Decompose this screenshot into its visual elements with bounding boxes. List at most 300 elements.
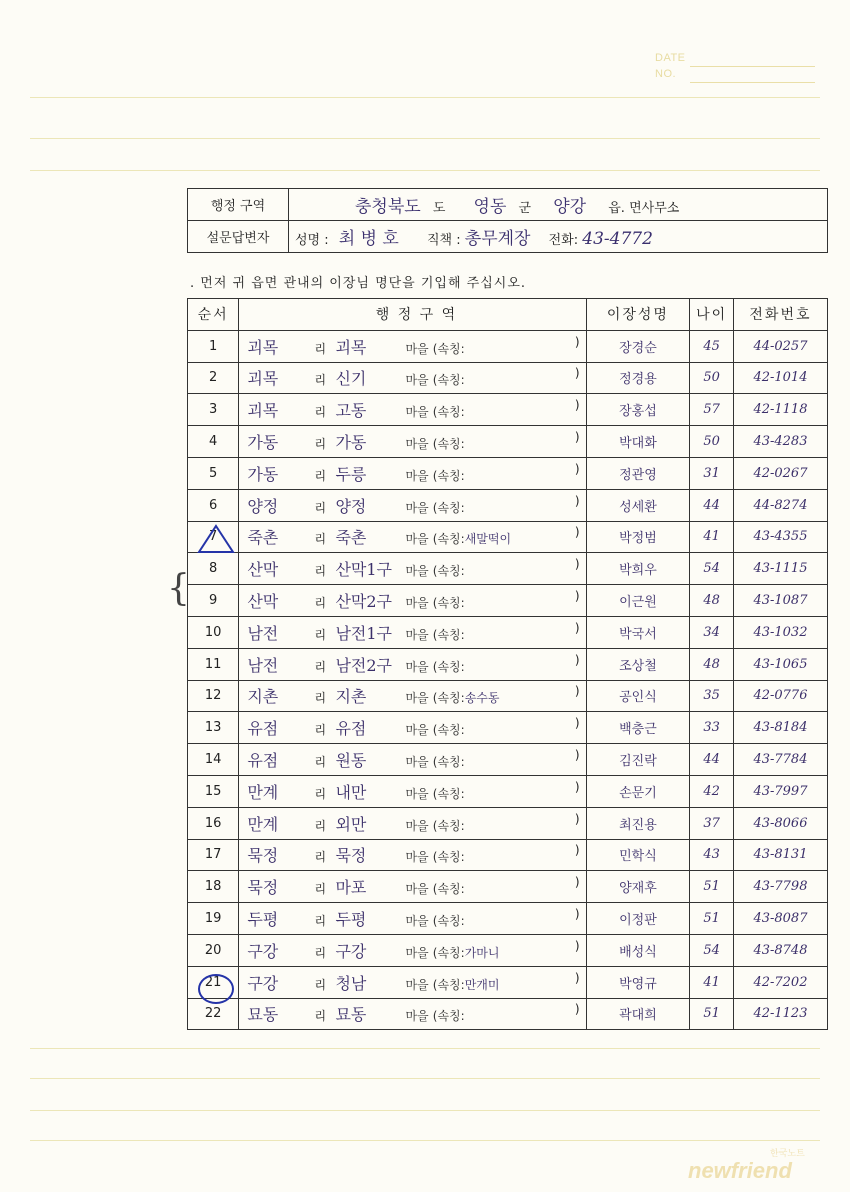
head-name: 장홍섭: [586, 394, 690, 426]
village-name: 가동: [335, 433, 367, 453]
ri-label: 리: [314, 596, 327, 611]
alias-close: ): [574, 366, 580, 381]
row-order: 5: [188, 457, 239, 489]
row-area: [239, 648, 586, 680]
head-age: 51: [690, 871, 734, 903]
alias-close: ): [574, 875, 580, 890]
village-name: 괴목: [335, 337, 367, 357]
village-name: 구강: [335, 941, 367, 961]
head-name: 박정범: [586, 521, 690, 553]
maeul-label: 마을: [405, 405, 429, 420]
alias-close: ): [574, 1002, 580, 1017]
ri-name: 가동: [247, 433, 279, 453]
area-label: 행정 구역: [188, 189, 289, 221]
row-order: 2: [188, 362, 239, 394]
maeul-label: 마을: [405, 723, 429, 738]
head-age: 44: [690, 489, 734, 521]
head-phone: 43-8748: [733, 934, 827, 966]
ri-label: 리: [314, 373, 327, 388]
alias-label: (속칭:: [432, 1009, 465, 1024]
ri-label: 리: [314, 500, 327, 515]
village-name: 고동: [335, 401, 367, 421]
ruled-line: [30, 170, 820, 171]
head-age: 37: [690, 807, 734, 839]
ri-label: 리: [314, 691, 327, 706]
alias-close: ): [574, 970, 580, 985]
head-name: 공인식: [586, 680, 690, 712]
head-phone: 43-8131: [733, 839, 827, 871]
date-line: [690, 66, 815, 67]
alias-close: ): [574, 525, 580, 540]
table-row: [188, 394, 828, 426]
head-name: 장경순: [586, 330, 690, 362]
ri-label: 리: [314, 786, 327, 801]
ri-label: 리: [314, 405, 327, 420]
ri-name: 양정: [247, 496, 279, 516]
village-name: 외만: [335, 814, 367, 834]
row-area: [239, 426, 586, 458]
head-phone: 43-4283: [733, 426, 827, 458]
alias-value: 새말떡이: [464, 532, 512, 547]
alias-label: (속칭:: [432, 691, 465, 706]
row-area: [239, 553, 586, 585]
head-phone: 43-4355: [733, 521, 827, 553]
head-phone: 42-1118: [733, 394, 827, 426]
maeul-label: 마을: [405, 659, 429, 674]
head-name: 민학식: [586, 839, 690, 871]
row-area: [239, 775, 586, 807]
alias-label: (속칭:: [432, 405, 465, 420]
head-name: 이정판: [586, 903, 690, 935]
head-age: 44: [690, 744, 734, 776]
alias-close: ): [574, 430, 580, 445]
village-name: 두릉: [335, 464, 367, 484]
head-name: 정관영: [586, 457, 690, 489]
ri-name: 죽촌: [247, 528, 279, 548]
maeul-label: 마을: [405, 818, 429, 833]
alias-label: (속칭:: [432, 596, 465, 611]
row-order: 21: [188, 966, 239, 998]
ri-label: 리: [314, 977, 327, 992]
head-phone: 44-0257: [733, 330, 827, 362]
head-phone: 42-0776: [733, 680, 827, 712]
table-row: [188, 966, 828, 998]
alias-label: (속칭:: [432, 468, 465, 483]
ri-name: 괴목: [247, 401, 279, 421]
do-label: 도: [432, 201, 446, 216]
table-row: [188, 871, 828, 903]
ri-label: 리: [314, 468, 327, 483]
head-name: 조상철: [586, 648, 690, 680]
head-age: 33: [690, 712, 734, 744]
alias-value: 가마니: [464, 945, 500, 960]
ri-name: 구강: [247, 973, 279, 993]
head-age: 42: [690, 775, 734, 807]
head-phone: 43-1032: [733, 616, 827, 648]
row-area: [239, 871, 586, 903]
ri-name: 괴목: [247, 369, 279, 389]
head-age: 50: [690, 362, 734, 394]
ri-name: 두평: [247, 910, 279, 930]
head-name: 백충근: [586, 712, 690, 744]
maeul-label: 마을: [405, 691, 429, 706]
maeul-label: 마을: [405, 437, 429, 452]
row-order: 6: [188, 489, 239, 521]
col-header-age: 나이: [690, 299, 734, 331]
village-name: 묵정: [335, 846, 367, 866]
table-row: [188, 362, 828, 394]
table-row: [188, 744, 828, 776]
office-label: 읍. 면사무소: [608, 201, 680, 216]
row-order: 3: [188, 394, 239, 426]
village-name: 지촌: [335, 687, 367, 707]
alias-value: 송수동: [464, 691, 500, 706]
table-row: [188, 712, 828, 744]
head-age: 51: [690, 903, 734, 935]
role-label: 직책 :: [427, 233, 461, 248]
ri-label: 리: [314, 914, 327, 929]
row-area: [239, 521, 586, 553]
village-name: 유점: [335, 719, 367, 739]
row-area: [239, 998, 586, 1030]
village-name: 산막1구: [335, 560, 393, 580]
alias-label: (속칭:: [432, 945, 465, 960]
ri-name: 묵정: [247, 878, 279, 898]
triangle-mark-icon: [196, 523, 236, 555]
ri-name: 남전: [247, 655, 279, 675]
head-age: 34: [690, 616, 734, 648]
row-order: 4: [188, 426, 239, 458]
respondent-value: [289, 221, 828, 253]
head-age: 48: [690, 585, 734, 617]
alias-close: ): [574, 461, 580, 476]
head-phone: 43-7997: [733, 775, 827, 807]
alias-close: ): [574, 493, 580, 508]
alias-label: (속칭:: [432, 627, 465, 642]
head-phone: 42-7202: [733, 966, 827, 998]
respondent-name: 최 병 호: [338, 229, 399, 249]
col-header-area: 행 정 구 역: [239, 299, 586, 331]
respondent-header-table: [187, 188, 828, 253]
brand-logo: newfriend: [688, 1158, 792, 1183]
row-area: [239, 934, 586, 966]
head-phone: 43-8184: [733, 712, 827, 744]
date-stamp: [655, 50, 686, 82]
ri-name: 지촌: [247, 687, 279, 707]
head-age: 57: [690, 394, 734, 426]
ri-label: 리: [314, 341, 327, 356]
date-label: DATE: [655, 52, 686, 64]
ri-name: 유점: [247, 719, 279, 739]
village-name: 두평: [335, 910, 367, 930]
table-row: [188, 585, 828, 617]
maeul-label: 마을: [405, 945, 429, 960]
head-name: 최진용: [586, 807, 690, 839]
maeul-label: 마을: [405, 1009, 429, 1024]
village-name: 청남: [335, 973, 367, 993]
row-area: [239, 903, 586, 935]
no-line: [690, 82, 815, 83]
row-order: 13: [188, 712, 239, 744]
head-age: 35: [690, 680, 734, 712]
alias-label: (속칭:: [432, 977, 465, 992]
table-row: [188, 839, 828, 871]
ri-label: 리: [314, 659, 327, 674]
ri-name: 괴목: [247, 337, 279, 357]
alias-close: ): [574, 748, 580, 763]
table-row: [188, 903, 828, 935]
head-age: 54: [690, 553, 734, 585]
row-area: [239, 616, 586, 648]
ri-label: 리: [314, 627, 327, 642]
table-row: [188, 775, 828, 807]
row-order: 7: [188, 521, 239, 553]
head-age: 43: [690, 839, 734, 871]
maeul-label: 마을: [405, 977, 429, 992]
head-age: 54: [690, 934, 734, 966]
ri-name: 만계: [247, 782, 279, 802]
ri-label: 리: [314, 1009, 327, 1024]
head-phone: 42-1123: [733, 998, 827, 1030]
ruled-line: [30, 97, 820, 98]
row-area: [239, 807, 586, 839]
head-name: 김진락: [586, 744, 690, 776]
row-area: [239, 966, 586, 998]
ri-name: 산막: [247, 560, 279, 580]
ri-name: 산막: [247, 592, 279, 612]
head-phone: 42-1014: [733, 362, 827, 394]
row-order: 19: [188, 903, 239, 935]
row-order: 18: [188, 871, 239, 903]
ri-name: 만계: [247, 814, 279, 834]
table-row: [188, 489, 828, 521]
table-row: [188, 616, 828, 648]
maeul-label: 마을: [405, 627, 429, 642]
row-order: 15: [188, 775, 239, 807]
row-area: [239, 680, 586, 712]
row-order: 17: [188, 839, 239, 871]
area-value: [289, 189, 828, 221]
table-row: [188, 457, 828, 489]
alias-label: (속칭:: [432, 373, 465, 388]
ri-name: 묘동: [247, 1005, 279, 1025]
head-name: 박영규: [586, 966, 690, 998]
maeul-label: 마을: [405, 882, 429, 897]
ri-name: 구강: [247, 941, 279, 961]
alias-close: ): [574, 811, 580, 826]
village-name: 신기: [335, 369, 367, 389]
head-name: 배성식: [586, 934, 690, 966]
head-phone: 43-7784: [733, 744, 827, 776]
maeul-label: 마을: [405, 850, 429, 865]
alias-label: (속칭:: [432, 723, 465, 738]
name-label: 성명 :: [295, 233, 329, 248]
respondent-role: 총무계장: [464, 229, 531, 249]
maeul-label: 마을: [405, 500, 429, 515]
alias-close: ): [574, 557, 580, 572]
head-name: 곽대희: [586, 998, 690, 1030]
head-phone: 43-1115: [733, 553, 827, 585]
alias-label: (속칭:: [432, 914, 465, 929]
head-name: 박대화: [586, 426, 690, 458]
head-age: 51: [690, 998, 734, 1030]
village-name: 묘동: [335, 1005, 367, 1025]
row-area: [239, 839, 586, 871]
alias-close: ): [574, 334, 580, 349]
row-area: [239, 362, 586, 394]
alias-close: ): [574, 684, 580, 699]
alias-label: (속칭:: [432, 500, 465, 515]
ruled-line: [30, 1110, 820, 1111]
circle-mark-icon: [198, 974, 234, 1004]
row-area: [239, 394, 586, 426]
village-name: 내만: [335, 782, 367, 802]
head-name: 정경용: [586, 362, 690, 394]
alias-value: 만개미: [464, 977, 500, 992]
ri-label: 리: [314, 723, 327, 738]
table-row: [188, 521, 828, 553]
row-area: [239, 744, 586, 776]
head-age: 31: [690, 457, 734, 489]
alias-close: ): [574, 716, 580, 731]
row-area: [239, 489, 586, 521]
col-header-phone: 전화번호: [733, 299, 827, 331]
ri-name: 남전: [247, 623, 279, 643]
row-area: [239, 457, 586, 489]
head-age: 45: [690, 330, 734, 362]
head-name: 이근원: [586, 585, 690, 617]
ri-label: 리: [314, 818, 327, 833]
village-name: 양정: [335, 496, 367, 516]
alias-label: (속칭:: [432, 341, 465, 356]
head-phone: 42-0267: [733, 457, 827, 489]
row-order: 12: [188, 680, 239, 712]
village-head-table: [187, 298, 828, 1030]
alias-label: (속칭:: [432, 755, 465, 770]
table-row: [188, 934, 828, 966]
village-name: 남전2구: [335, 655, 393, 675]
head-phone: 44-8274: [733, 489, 827, 521]
head-name: 손문기: [586, 775, 690, 807]
phone-label: 전화:: [548, 233, 579, 248]
row-order: 1: [188, 330, 239, 362]
village-name: 죽촌: [335, 528, 367, 548]
respondent-label: 설문답변자: [188, 221, 289, 253]
no-label: NO.: [655, 68, 677, 80]
county-value: 영동: [473, 197, 507, 217]
ri-name: 묵정: [247, 846, 279, 866]
head-age: 50: [690, 426, 734, 458]
table-row: [188, 648, 828, 680]
ruled-line: [30, 1078, 820, 1079]
alias-label: (속칭:: [432, 532, 465, 547]
alias-label: (속칭:: [432, 564, 465, 579]
ri-label: 리: [314, 532, 327, 547]
table-row: [188, 680, 828, 712]
respondent-row: [188, 221, 828, 253]
col-header-name: 이장성명: [586, 299, 690, 331]
table-row: [188, 330, 828, 362]
maeul-label: 마을: [405, 914, 429, 929]
respondent-phone: 43-4772: [582, 229, 653, 249]
maeul-label: 마을: [405, 532, 429, 547]
head-age: 41: [690, 966, 734, 998]
village-name: 마포: [335, 878, 367, 898]
head-name: 박희우: [586, 553, 690, 585]
row-area: [239, 585, 586, 617]
gun-label: 군: [518, 201, 532, 216]
alias-close: ): [574, 652, 580, 667]
village-name: 남전1구: [335, 623, 393, 643]
alias-close: ): [574, 620, 580, 635]
row-area: [239, 712, 586, 744]
table-row: [188, 998, 828, 1030]
head-phone: 43-8087: [733, 903, 827, 935]
alias-close: ): [574, 589, 580, 604]
head-phone: 43-7798: [733, 871, 827, 903]
row-order: 10: [188, 616, 239, 648]
row-order: 9: [188, 585, 239, 617]
ri-label: 리: [314, 755, 327, 770]
row-order: 14: [188, 744, 239, 776]
head-age: 41: [690, 521, 734, 553]
head-phone: 43-1065: [733, 648, 827, 680]
alias-label: (속칭:: [432, 437, 465, 452]
row-order: 22: [188, 998, 239, 1030]
alias-close: ): [574, 907, 580, 922]
alias-close: ): [574, 938, 580, 953]
village-name: 산막2구: [335, 592, 393, 612]
table-header-row: [188, 299, 828, 331]
head-name: 박국서: [586, 616, 690, 648]
maeul-label: 마을: [405, 564, 429, 579]
ruled-line: [30, 1140, 820, 1141]
table-row: [188, 553, 828, 585]
alias-label: (속칭:: [432, 882, 465, 897]
row-order: 8: [188, 553, 239, 585]
maeul-label: 마을: [405, 373, 429, 388]
ri-label: 리: [314, 564, 327, 579]
head-name: 성세환: [586, 489, 690, 521]
table-row: [188, 426, 828, 458]
head-name: 양재후: [586, 871, 690, 903]
ri-label: 리: [314, 850, 327, 865]
ri-name: 가동: [247, 464, 279, 484]
row-area: [239, 330, 586, 362]
alias-label: (속칭:: [432, 850, 465, 865]
ruled-line: [30, 1048, 820, 1049]
ri-label: 리: [314, 882, 327, 897]
town-value: 양강: [553, 197, 587, 217]
maeul-label: 마을: [405, 755, 429, 770]
alias-label: (속칭:: [432, 818, 465, 833]
brand-small-label: 한국노트: [770, 1149, 805, 1159]
alias-close: ): [574, 398, 580, 413]
col-header-order: 순서: [188, 299, 239, 331]
maeul-label: 마을: [405, 786, 429, 801]
maeul-label: 마을: [405, 468, 429, 483]
head-phone: 43-8066: [733, 807, 827, 839]
row-order: 11: [188, 648, 239, 680]
maeul-label: 마을: [405, 341, 429, 356]
ri-label: 리: [314, 945, 327, 960]
province-value: 충청북도: [355, 197, 421, 217]
ruled-line: [30, 138, 820, 139]
row-order: 16: [188, 807, 239, 839]
ri-name: 유점: [247, 751, 279, 771]
village-name: 원동: [335, 751, 367, 771]
ri-label: 리: [314, 437, 327, 452]
